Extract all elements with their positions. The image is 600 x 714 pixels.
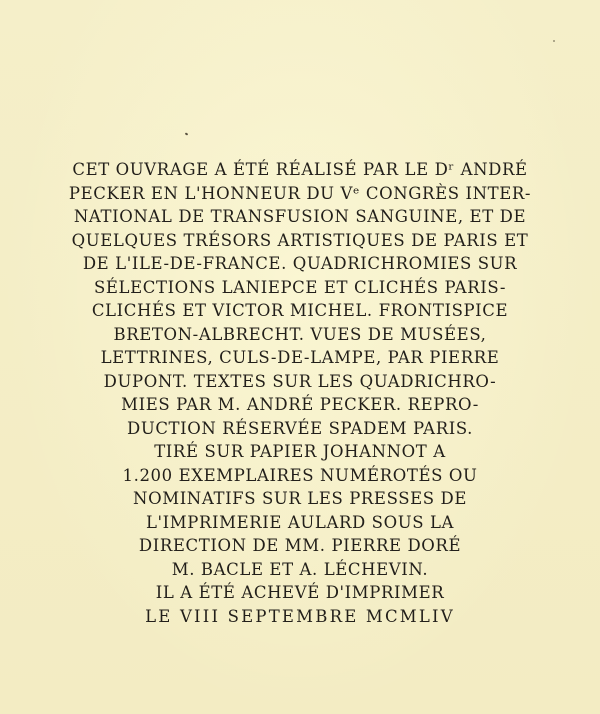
colophon-line: DUPONT. TEXTES SUR LES QUADRICHRO- xyxy=(103,371,497,391)
colophon-line: NATIONAL DE TRANSFUSION SANGUINE, ET DE xyxy=(73,207,527,226)
colophon-line: DIRECTION DE MM. PIERRE DORÉ xyxy=(138,536,462,555)
colophon-line: SÉLECTIONS LANIEPCE ET CLICHÉS PARIS- xyxy=(93,277,507,297)
colophon-line: LETTRINES, CULS-DE-LAMPE, PAR PIERRE xyxy=(100,348,500,367)
colophon-line: IL A ÉTÉ ACHEVÉ D'IMPRIMER xyxy=(155,583,445,602)
colophon-line: M. BACLE ET A. LÉCHEVIN. xyxy=(171,559,429,579)
colophon-line: CET OUVRAGE A ÉTÉ RÉALISÉ PAR LE Dʳ ANDRÉ xyxy=(72,160,528,179)
colophon-line: PECKER EN L'HONNEUR DU Vᵉ CONGRÈS INTER- xyxy=(68,183,532,203)
colophon-line: DUCTION RÉSERVÉE SPADEM PARIS. xyxy=(126,418,474,438)
colophon-line: NOMINATIFS SUR LES PRESSES DE xyxy=(133,489,467,508)
colophon-line: DE L'ILE-DE-FRANCE. QUADRICHROMIES SUR xyxy=(82,254,518,273)
paper-speck xyxy=(553,40,555,42)
paper-speck xyxy=(185,132,189,135)
colophon-line: L'IMPRIMERIE AULARD SOUS LA xyxy=(145,512,455,532)
colophon-line: CLICHÉS ET VICTOR MICHEL. FRONTISPICE xyxy=(91,301,509,320)
colophon-line: BRETON-ALBRECHT. VUES DE MUSÉES, xyxy=(113,324,487,344)
colophon-line: QUELQUES TRÉSORS ARTISTIQUES DE PARIS ET xyxy=(71,230,529,250)
colophon-line: 1.200 EXEMPLAIRES NUMÉROTÉS OU xyxy=(122,465,478,485)
colophon-line: LE VIII SEPTEMBRE MCMLIV xyxy=(145,606,455,626)
colophon-text-block xyxy=(0,158,600,628)
colophon-line: MIES PAR M. ANDRÉ PECKER. REPRO- xyxy=(121,395,479,414)
colophon-line: TIRÉ SUR PAPIER JOHANNOT A xyxy=(154,442,446,461)
